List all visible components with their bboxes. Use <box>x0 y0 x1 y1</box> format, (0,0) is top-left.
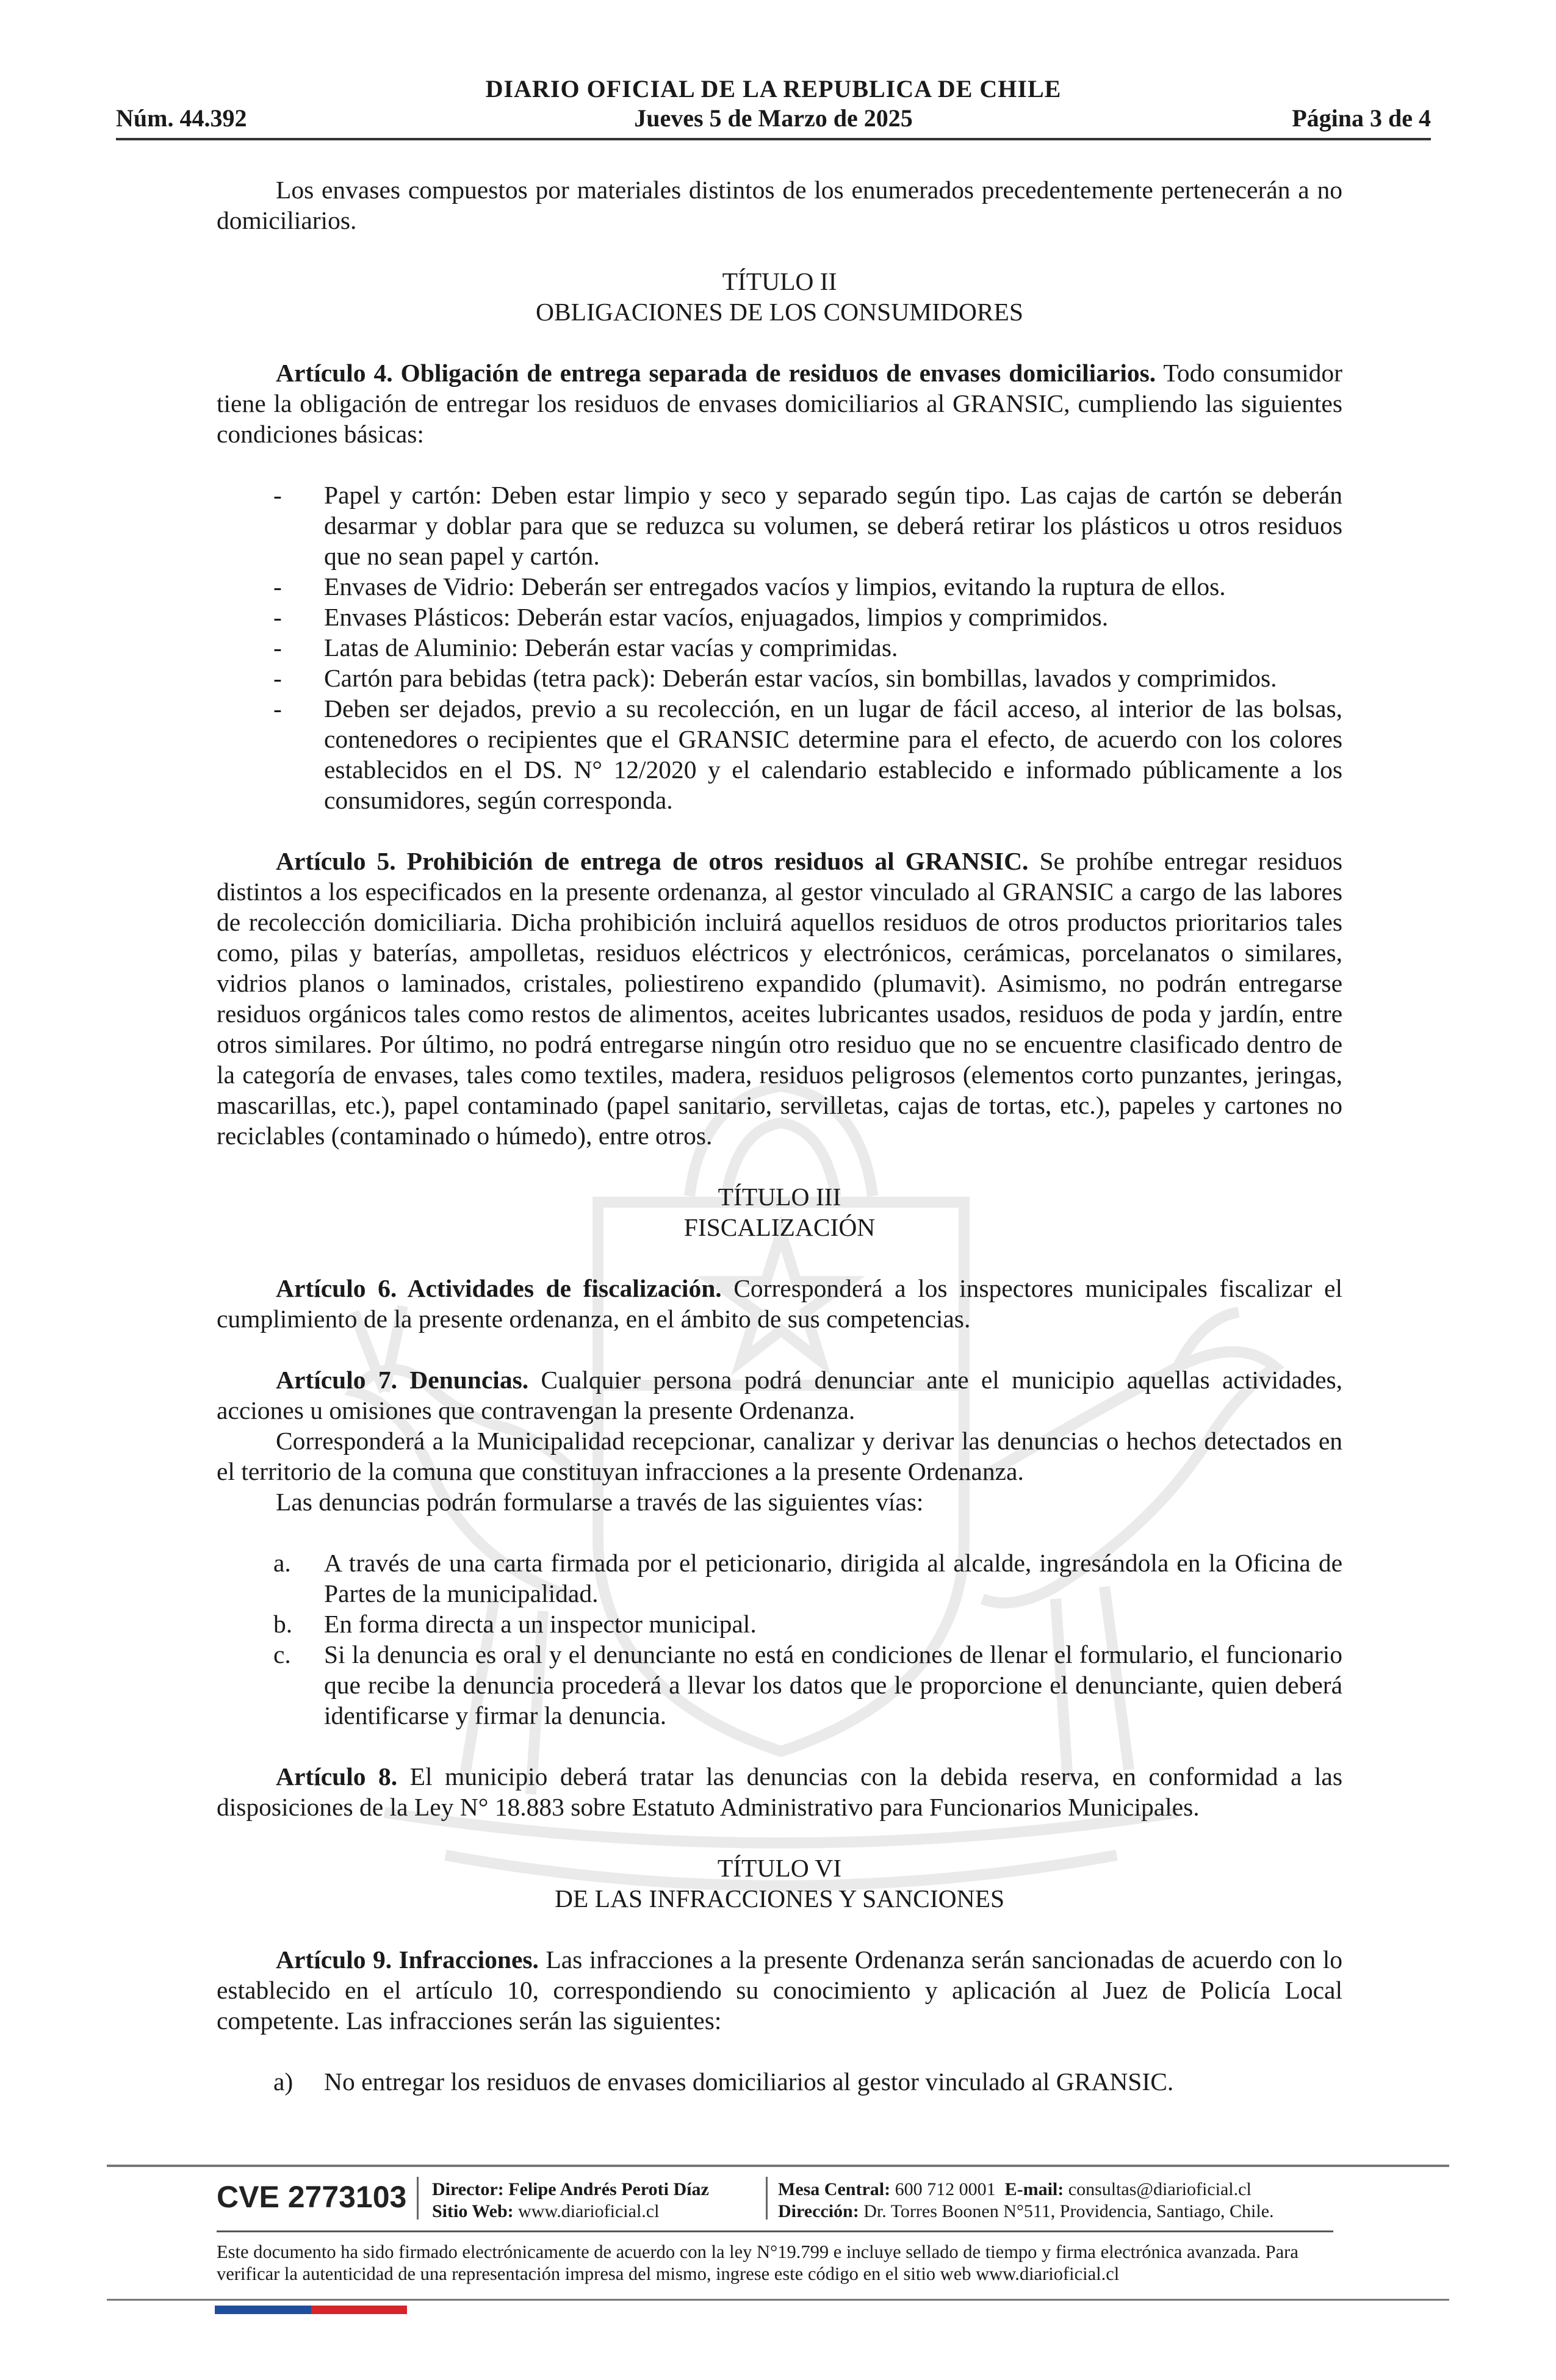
address-text: Dr. Torres Boonen N°511, Providencia, Santiago, Chile. <box>863 2201 1274 2221</box>
list-item: - Envases Plásticos: Deberán estar vacíos, enjuagados, limpios y comprimidos. <box>273 603 1109 631</box>
article-7-text: Cualquier persona podrá denunciar ante el municipio aquellas actividades, acciones u omisiones que contravengan la presente Ordenanza. <box>217 1366 1343 1424</box>
article-9-infractions-list <box>217 2066 1342 2097</box>
flag-blue-stripe <box>215 2306 311 2314</box>
publication-title: DIARIO OFICIAL DE LA REPUBLICA DE CHILE <box>485 75 1062 103</box>
footer-separator <box>766 2177 768 2220</box>
list-item: - Latas de Aluminio: Deberán estar vacías y comprimidas. <box>273 633 898 662</box>
article-7-channels-list <box>217 1548 1342 1731</box>
article-8-paragraph <box>217 1761 1342 1822</box>
title-6-number: TÍTULO VI <box>717 1854 842 1882</box>
article-8-label: Artículo 8. <box>276 1762 398 1790</box>
article-5-paragraph <box>217 846 1342 1151</box>
article-9-label: Artículo 9. Infracciones. <box>276 1945 539 1974</box>
header-divider <box>116 138 1431 140</box>
issue-number: Núm. 44.392 <box>116 104 247 132</box>
footer-divider-middle <box>217 2230 1333 2232</box>
page-header <box>116 74 1431 142</box>
intro-paragraph: Los envases compuestos por materiales distintos de los enumerados precedentemente pertenecerán a no domiciliarios. <box>217 176 1342 234</box>
title-2-name: OBLIGACIONES DE LOS CONSUMIDORES <box>536 298 1023 326</box>
article-6-paragraph <box>217 1273 1342 1334</box>
list-item: - Deben ser dejados, previo a su recolección, en un lugar de fácil acceso, al interior de las bolsas, contenedores o recipientes que el GRANSIC determine para el efecto, de acuerdo con los colores establecidos en el DS. N° 12/2020 y el calendario establecido e informado públicamente a los consumidores, según corresponda. <box>273 694 1342 814</box>
title-3-name: FISCALIZACIÓN <box>683 1213 876 1241</box>
document-body <box>217 175 1342 2097</box>
article-4-paragraph <box>217 358 1342 449</box>
list-item: b. En forma directa a un inspector municipal. <box>273 1610 757 1638</box>
list-item: c. Si la denuncia es oral y el denunciante no está en condiciones de llenar el formulario, el funcionario que recibe la denuncia procederá a llevar los datos que le proporcione el denunciante, quien deberá identificarse y firmar la denuncia. <box>273 1640 1342 1729</box>
list-item: a) No entregar los residuos de envases domiciliarios al gestor vinculado al GRANSIC. <box>273 2068 1174 2096</box>
article-9-paragraph <box>217 1944 1342 2036</box>
article-5-text: Se prohíbe entregar residuos distintos a los especificados en la presente ordenanza, al gestor vinculado al GRANSIC a cargo de las labores de recolección domiciliaria. Dicha prohibición incluirá aquellos residuos de otros productos prioritarios tales como, pilas y baterías, ampolletas, residuos eléctricos y electrónicos, cerámicas, porcelanatos o similares, vidrios planos o laminados, cristales, poliestireno expandido (plumavit). Asimismo, no podrán entregarse residuos orgánicos tales como restos de alimentos, aceites lubricantes usados, residuos de poda y jardín, entre otros similares. Por último, no podrá entregarse ningún otro residuo que no se encuentre clasificado dentro de la categoría de envases, tales como textiles, madera, residuos peligrosos (elementos corto punzantes, jeringas, mascarillas, etc.), papel contaminado (papel sanitario, servilletas, cajas de tortas, etc.), papeles y cartones no reciclables (contaminado o húmedo), entre otros. <box>217 847 1343 1150</box>
article-7-label: Artículo 7. Denuncias. <box>276 1366 529 1394</box>
article-9-text: Las infracciones a la presente Ordenanza serán sancionadas de acuerdo con lo establecido en el artículo 10, correspondiendo su conocimiento y aplicación al Juez de Policía Local competente. Las infracciones serán las siguientes: <box>217 1945 1343 2035</box>
list-item: - Papel y cartón: Deben estar limpio y seco y separado según tipo. Las cajas de cartón se deberán desarmar y doblar para que se reduzca su volumen, se deberá retirar los plásticos u otros residuos que no sean papel y cartón. <box>273 481 1342 570</box>
article-4-text: Todo consumidor tiene la obligación de entregar los residuos de envases domiciliarios al GRANSIC, cumpliendo las siguientes condiciones básicas: <box>217 359 1342 448</box>
footer-separator <box>417 2177 419 2220</box>
director-name: Felipe Andrés Peroti Díaz <box>508 2179 709 2199</box>
article-7-paragraph-2: Corresponderá a la Municipalidad recepcionar, canalizar y derivar las denuncias o hechos detectados en el territorio de la comuna que constituyan infracciones a la presente Ordenanza. <box>217 1427 1342 1485</box>
article-4-conditions-list <box>217 480 1342 815</box>
footer-director-block: Director: Felipe Andrés Peroti Díaz Sitio Web: www.diarioficial.cl <box>432 2179 709 2221</box>
article-5-label: Artículo 5. Prohibición de entrega de otros residuos al GRANSIC. <box>276 847 1029 875</box>
list-item: a. A través de una carta firmada por el peticionario, dirigida al alcalde, ingresándola en la Oficina de Partes de la municipalidad. <box>273 1549 1342 1607</box>
footer-divider-bottom <box>107 2299 1449 2301</box>
page-indicator: Página 3 de 4 <box>1292 104 1431 132</box>
chile-flag-stripe <box>215 2306 407 2314</box>
title-6-name: DE LAS INFRACCIONES Y SANCIONES <box>554 1884 1005 1913</box>
email-link[interactable]: consultas@diarioficial.cl <box>1068 2179 1252 2199</box>
footer-contact-block: Mesa Central: 600 712 0001 E-mail: consultas@diarioficial.cl Dirección: Dr. Torres Boonen N°511, Providencia, Santiago, Chile. <box>778 2179 1274 2221</box>
article-7-paragraph-3: Las denuncias podrán formularse a través de las siguientes vías: <box>276 1488 924 1516</box>
electronic-signature-note: Este documento ha sido firmado electrónicamente de acuerdo con la ley N°19.799 e incluye sellado de tiempo y firma electrónica avanzada. Para verificar la autenticidad de una representación impresa del mismo, ingrese este código en el sitio web www.diarioficial.cl <box>217 2241 1298 2284</box>
phone-number: 600 712 0001 <box>895 2179 996 2199</box>
list-item: - Envases de Vidrio: Deberán ser entregados vacíos y limpios, evitando la ruptura de ellos. <box>273 572 1226 600</box>
article-7-paragraph <box>217 1365 1342 1426</box>
publication-date: Jueves 5 de Marzo de 2025 <box>634 104 913 132</box>
article-8-text: El municipio deberá tratar las denuncias con la debida reserva, en conformidad a las disposiciones de la Ley N° 18.883 sobre Estatuto Administrativo para Funcionarios Municipales. <box>217 1762 1342 1821</box>
footer-divider-top <box>107 2165 1449 2167</box>
list-item: - Cartón para bebidas (tetra pack): Deberán estar vacíos, sin bombillas, lavados y comprimidos. <box>273 664 1277 692</box>
title-3-number: TÍTULO III <box>718 1183 841 1211</box>
cve-code: CVE 2773103 <box>217 2180 407 2214</box>
website-link[interactable]: www.diarioficial.cl <box>518 2201 660 2221</box>
flag-red-stripe <box>311 2306 407 2314</box>
article-6-text: Corresponderá a los inspectores municipales fiscalizar el cumplimiento de la presente ordenanza, en el ámbito de sus competencias. <box>217 1274 1342 1333</box>
article-4-label: Artículo 4. Obligación de entrega separada de residuos de envases domiciliarios. <box>276 359 1156 387</box>
title-2-number: TÍTULO II <box>722 267 837 295</box>
article-6-label: Artículo 6. Actividades de fiscalización. <box>276 1274 722 1302</box>
